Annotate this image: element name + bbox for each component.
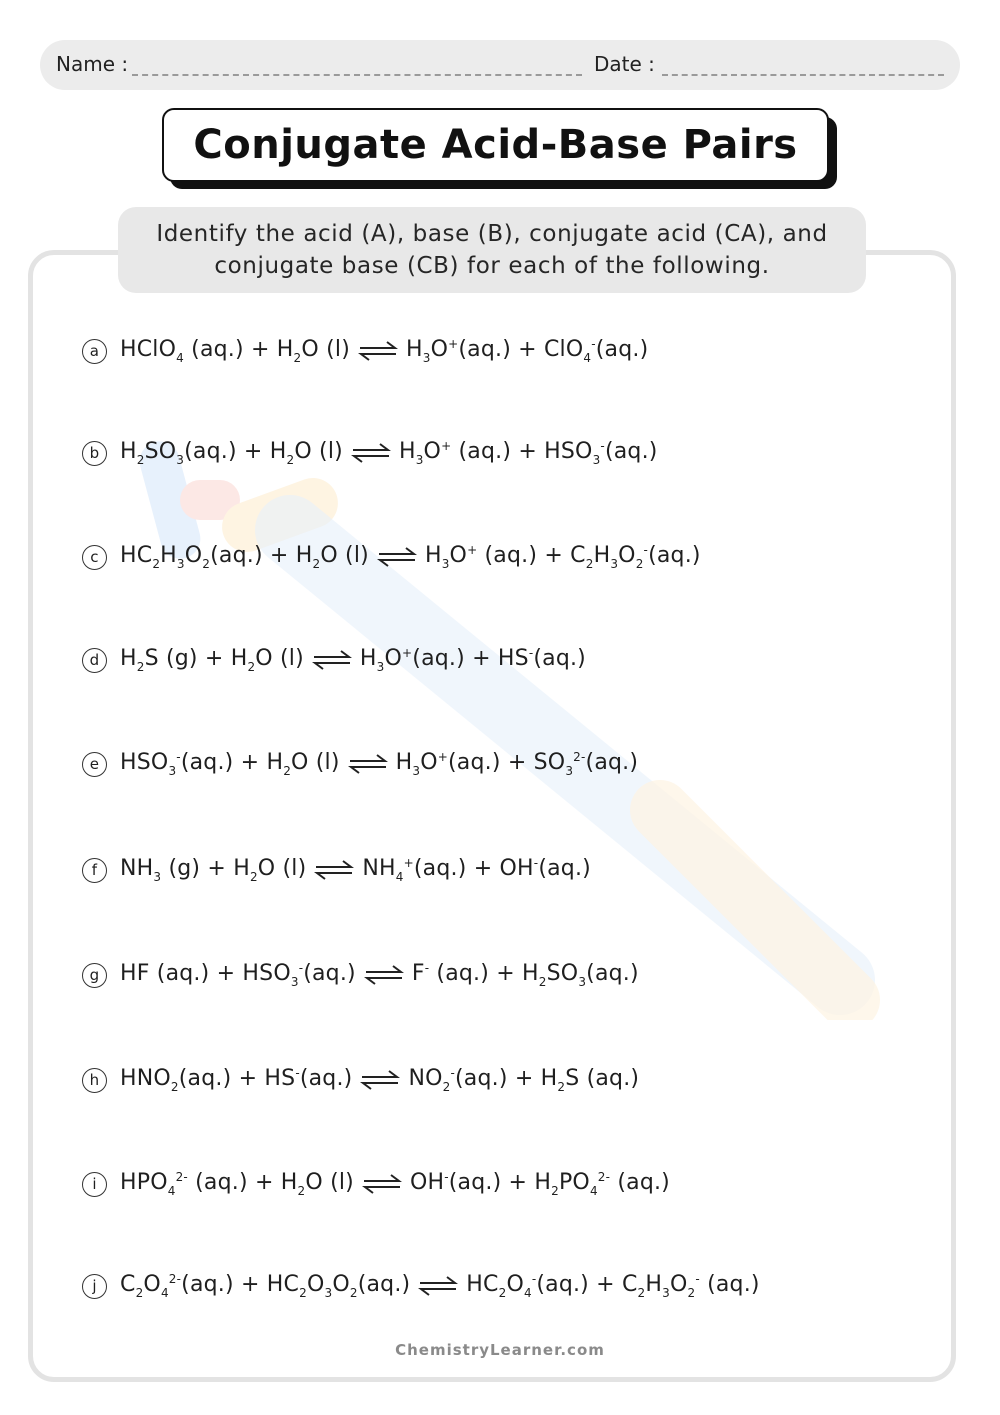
equation-d — [82, 646, 586, 674]
reactants: $HSO_3^-(aq.) + H_2O$ (l) — [120, 750, 340, 778]
header-bar — [40, 40, 960, 90]
equilibrium-arrows-icon — [351, 443, 391, 463]
products: $H_3O^+(aq.) + HS^-(aq.)$ — [359, 646, 586, 674]
instructions-line-2: conjugate base (CB) for each of the following. — [214, 253, 770, 279]
equation-h — [82, 1066, 639, 1094]
equation-j — [82, 1272, 760, 1300]
reactants: $H_2S$ $(g) + H_2O$ (l) — [120, 646, 304, 674]
name-field[interactable] — [132, 74, 582, 76]
equation-i — [82, 1170, 670, 1198]
products: $HC_2O_4^-(aq.) + C_2H_3O_2^-$ (aq.) — [466, 1272, 760, 1300]
item-letter-badge: a — [82, 339, 107, 364]
reactants: $HNO_2(aq.) + HS^-(aq.)$ — [120, 1066, 353, 1094]
equilibrium-arrows-icon — [312, 650, 352, 670]
equilibrium-arrows-icon — [362, 1174, 402, 1194]
item-letter-badge: c — [82, 545, 107, 570]
item-letter-badge: i — [82, 1172, 107, 1197]
equation-a — [82, 337, 648, 365]
equilibrium-arrows-icon — [364, 965, 404, 985]
equation-c — [82, 543, 701, 571]
reactants: $C_2O_4^{2-}(aq.) + HC_2O_3O_2(aq.)$ — [120, 1272, 411, 1300]
instructions-line-1: Identify the acid (A), base (B), conjugate acid (CA), and — [156, 221, 828, 247]
reactants: $NH_3$ $(g) + H_2O$ (l) — [120, 856, 307, 884]
equilibrium-arrows-icon — [314, 860, 354, 880]
products: $H_3O^+$ $(aq.) + C_2H_3O_2^-(aq.)$ — [424, 543, 701, 571]
worksheet-panel — [28, 250, 956, 1382]
item-letter-badge: g — [82, 963, 107, 988]
products: $NO_2^-(aq.) + H_2S$ (aq.) — [408, 1066, 640, 1094]
footer-credit: ChemistryLearner.com — [395, 1341, 605, 1359]
equation-f — [82, 856, 591, 884]
products: $OH^-(aq.) + H_2PO_4^{2-}$ (aq.) — [409, 1170, 670, 1198]
page-title: Conjugate Acid-Base Pairs — [162, 108, 829, 182]
reactants: HClO$_4$ $(aq.) + H_2O$ (l) — [120, 337, 350, 365]
reactants: $HPO_4^{2-}$ $(aq.) + H_2O$ (l) — [120, 1170, 354, 1198]
products: F- $(aq.) + H_2SO_3(aq.)$ — [411, 961, 639, 989]
instructions-box — [118, 207, 866, 293]
equation-b — [82, 439, 658, 467]
equation-e — [82, 750, 638, 778]
reactants: HF $(aq.) + HSO_3^-(aq.)$ — [120, 961, 356, 989]
products: $H_3O^+$ $(aq.) + HSO_3^-(aq.)$ — [398, 439, 658, 467]
item-letter-badge: h — [82, 1068, 107, 1093]
equilibrium-arrows-icon — [358, 341, 398, 361]
date-label: Date : — [594, 52, 655, 76]
item-letter-badge: f — [82, 858, 107, 883]
item-letter-badge: e — [82, 752, 107, 777]
item-letter-badge: b — [82, 441, 107, 466]
equilibrium-arrows-icon — [360, 1070, 400, 1090]
date-field[interactable] — [662, 74, 944, 76]
reactants: $H_2SO_3(aq.) + H_2O$ (l) — [120, 439, 343, 467]
equilibrium-arrows-icon — [418, 1276, 458, 1296]
products: $NH_4^+(aq.) + OH^-(aq.)$ — [362, 856, 591, 884]
products: $H_3O^+(aq.) + SO_3^{2-}(aq.)$ — [395, 750, 639, 778]
equation-g — [82, 961, 639, 989]
products: $H_3O^+(aq.) + ClO_4^-(aq.)$ — [405, 337, 649, 365]
reactants: $HC_2H_3O_2(aq.) + H_2O$ (l) — [120, 543, 369, 571]
item-letter-badge: d — [82, 648, 107, 673]
equilibrium-arrows-icon — [377, 547, 417, 567]
equilibrium-arrows-icon — [348, 754, 388, 774]
item-letter-badge: j — [82, 1274, 107, 1299]
name-label: Name : — [56, 52, 129, 76]
